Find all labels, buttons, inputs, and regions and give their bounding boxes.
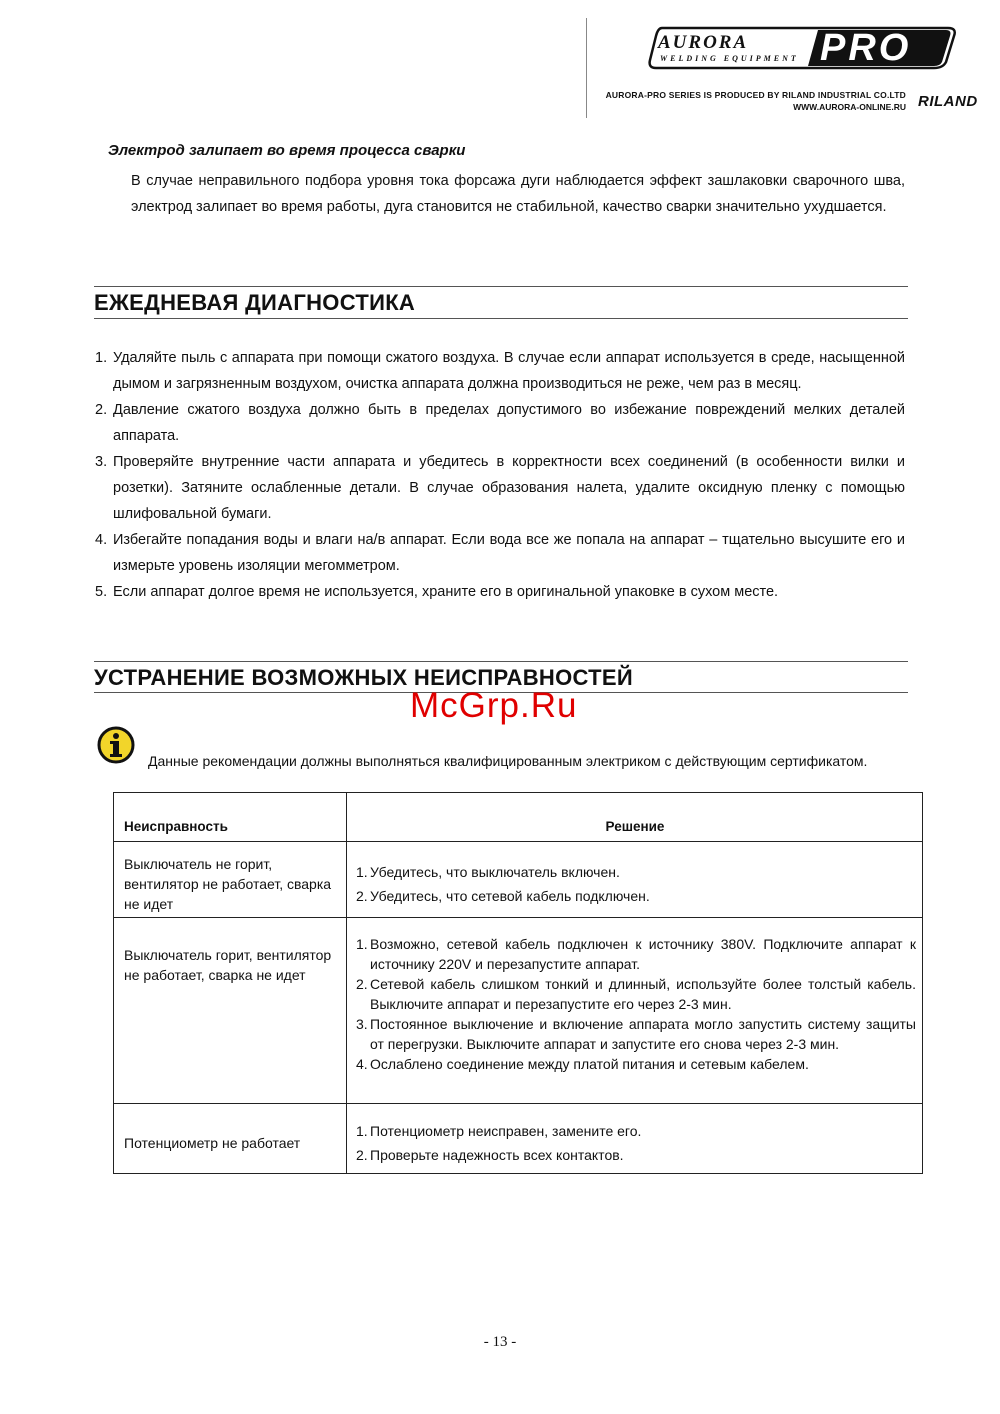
solution-text: Возможно, сетевой кабель подключен к источнику 380V. Подключите аппарат к источнику 220V и перезапустите аппарат.	[370, 936, 916, 972]
solution-number: 1.	[356, 864, 368, 880]
list-item-number: 1.	[95, 350, 108, 366]
header-divider	[586, 18, 587, 118]
solution-number: 2.	[356, 888, 368, 904]
electrode-paragraph: В случае неправильного подбора уровня тока форсажа дуги наблюдается эффект зашлаковки сварочного шва, электрод залипает во время работы, дуга становится не стабильной, качество сварки значительно ухудшается.	[131, 173, 905, 215]
list-item-text: Удаляйте пыль с аппарата при помощи сжатого воздуха. В случае если аппарат используется в среде, насыщенной дымом и загрязненным воздухом, очистка аппарата должна производиться не реже, чем раз в месяц.	[113, 350, 905, 392]
solution-text: Потенциометр неисправен, замените его.	[370, 1123, 642, 1139]
solution-text: Убедитесь, что выключатель включен.	[370, 864, 620, 880]
list-item	[95, 449, 905, 527]
section-rule-top	[94, 286, 908, 287]
solution-item	[356, 1145, 916, 1165]
logo-text-aurora: AURORA	[658, 32, 749, 53]
list-item	[95, 579, 905, 605]
column-header-fault: Неисправность	[124, 819, 228, 834]
header-website: WWW.AURORA-ONLINE.RU	[793, 102, 906, 112]
list-item-number: 2.	[95, 402, 108, 418]
solution-item	[356, 1121, 916, 1141]
page-number: - 13 -	[483, 1334, 517, 1350]
info-icon	[97, 726, 135, 764]
table-row-solutions	[356, 1121, 916, 1165]
solution-item	[356, 862, 916, 882]
electrode-subheading: Электрод залипает во время процесса сварки	[108, 142, 466, 159]
list-item-text: Проверяйте внутренние части аппарата и убедитесь в корректности всех соединений (в особенности вилки и розетки). Затяните ослабленные детали. В случае образования налета, удалите оксидную пленку с помощью шлифовальной бумаги.	[113, 454, 905, 522]
table-row-fault: Потенциометр не работает	[124, 1135, 301, 1151]
list-item-text: Избегайте попадания воды и влаги на/в аппарат. Если вода все же попала на аппарат – тщательно высушите его и измерьте уровень изоляции мегомметром.	[113, 532, 905, 574]
solution-item	[356, 974, 916, 1014]
list-item	[95, 345, 905, 397]
table-row-solutions	[356, 862, 916, 906]
solution-text: Ослаблено соединение между платой питания и сетевым кабелем.	[370, 1056, 809, 1072]
list-item-number: 5.	[95, 584, 108, 600]
logo-text-sub: WELDING EQUIPMENT	[660, 54, 799, 63]
list-item-text: Если аппарат долгое время не используется, храните его в оригинальной упаковке в сухом месте.	[113, 584, 779, 600]
solution-number: 2.	[356, 976, 368, 992]
table-row-fault: Выключатель горит, вентилятор не работает, сварка не идет	[124, 947, 332, 983]
list-item	[95, 527, 905, 579]
solution-text: Убедитесь, что сетевой кабель подключен.	[370, 888, 650, 904]
solution-text: Проверьте надежность всех контактов.	[370, 1147, 624, 1163]
troubleshooting-table	[113, 792, 923, 1174]
section-rule-bottom	[94, 318, 908, 319]
watermark-text: McGrp.Ru	[410, 686, 578, 725]
solution-text: Сетевой кабель слишком тонкий и длинный, используйте более толстый кабель. Выключите аппарат и перезапустите его через 2-3 мин.	[370, 976, 916, 1012]
header-producer-line: AURORA-PRO SERIES IS PRODUCED BY RILAND INDUSTRIAL CO.LTD	[605, 90, 906, 100]
table-row-divider	[114, 1103, 922, 1104]
table-column-divider	[346, 793, 347, 1173]
solution-number: 4.	[356, 1056, 368, 1072]
table-row-divider	[114, 917, 922, 918]
list-item	[95, 397, 905, 449]
aurora-pro-logo	[648, 26, 980, 74]
daily-diagnostics-list	[95, 345, 905, 605]
daily-diagnostics-title: ЕЖЕДНЕВАЯ ДИАГНОСТИКА	[94, 290, 416, 315]
logo-text-pro: PRO	[820, 27, 912, 69]
solution-number: 1.	[356, 936, 368, 952]
list-item-number: 3.	[95, 454, 108, 470]
solution-item	[356, 934, 916, 974]
list-item-number: 4.	[95, 532, 108, 548]
list-item-text: Давление сжатого воздуха должно быть в пределах допустимого во избежание повреждений мелких деталей аппарата.	[113, 402, 905, 444]
riland-brand: RILAND	[918, 93, 978, 110]
solution-item	[356, 886, 916, 906]
solution-item	[356, 1054, 916, 1074]
table-row-fault: Выключатель не горит, вентилятор не работает, сварка не идет	[124, 856, 332, 912]
column-header-solution: Решение	[605, 819, 665, 834]
qualified-electrician-note: Данные рекомендации должны выполняться квалифицированным электриком с действующим сертификатом.	[148, 753, 868, 769]
solution-number: 1.	[356, 1123, 368, 1139]
section-rule-top	[94, 661, 908, 662]
table-row-solutions	[356, 934, 916, 1074]
solution-number: 2.	[356, 1147, 368, 1163]
table-row-divider	[114, 841, 922, 842]
solution-item	[356, 1014, 916, 1054]
solution-number: 3.	[356, 1016, 368, 1032]
troubleshooting-title: УСТРАНЕНИЕ ВОЗМОЖНЫХ НЕИСПРАВНОСТЕЙ	[94, 665, 633, 690]
solution-text: Постоянное выключение и включение аппарата могло запустить систему защиты от перегрузки. Выключите аппарат и запустите его снова через 2-3 мин.	[370, 1016, 916, 1052]
